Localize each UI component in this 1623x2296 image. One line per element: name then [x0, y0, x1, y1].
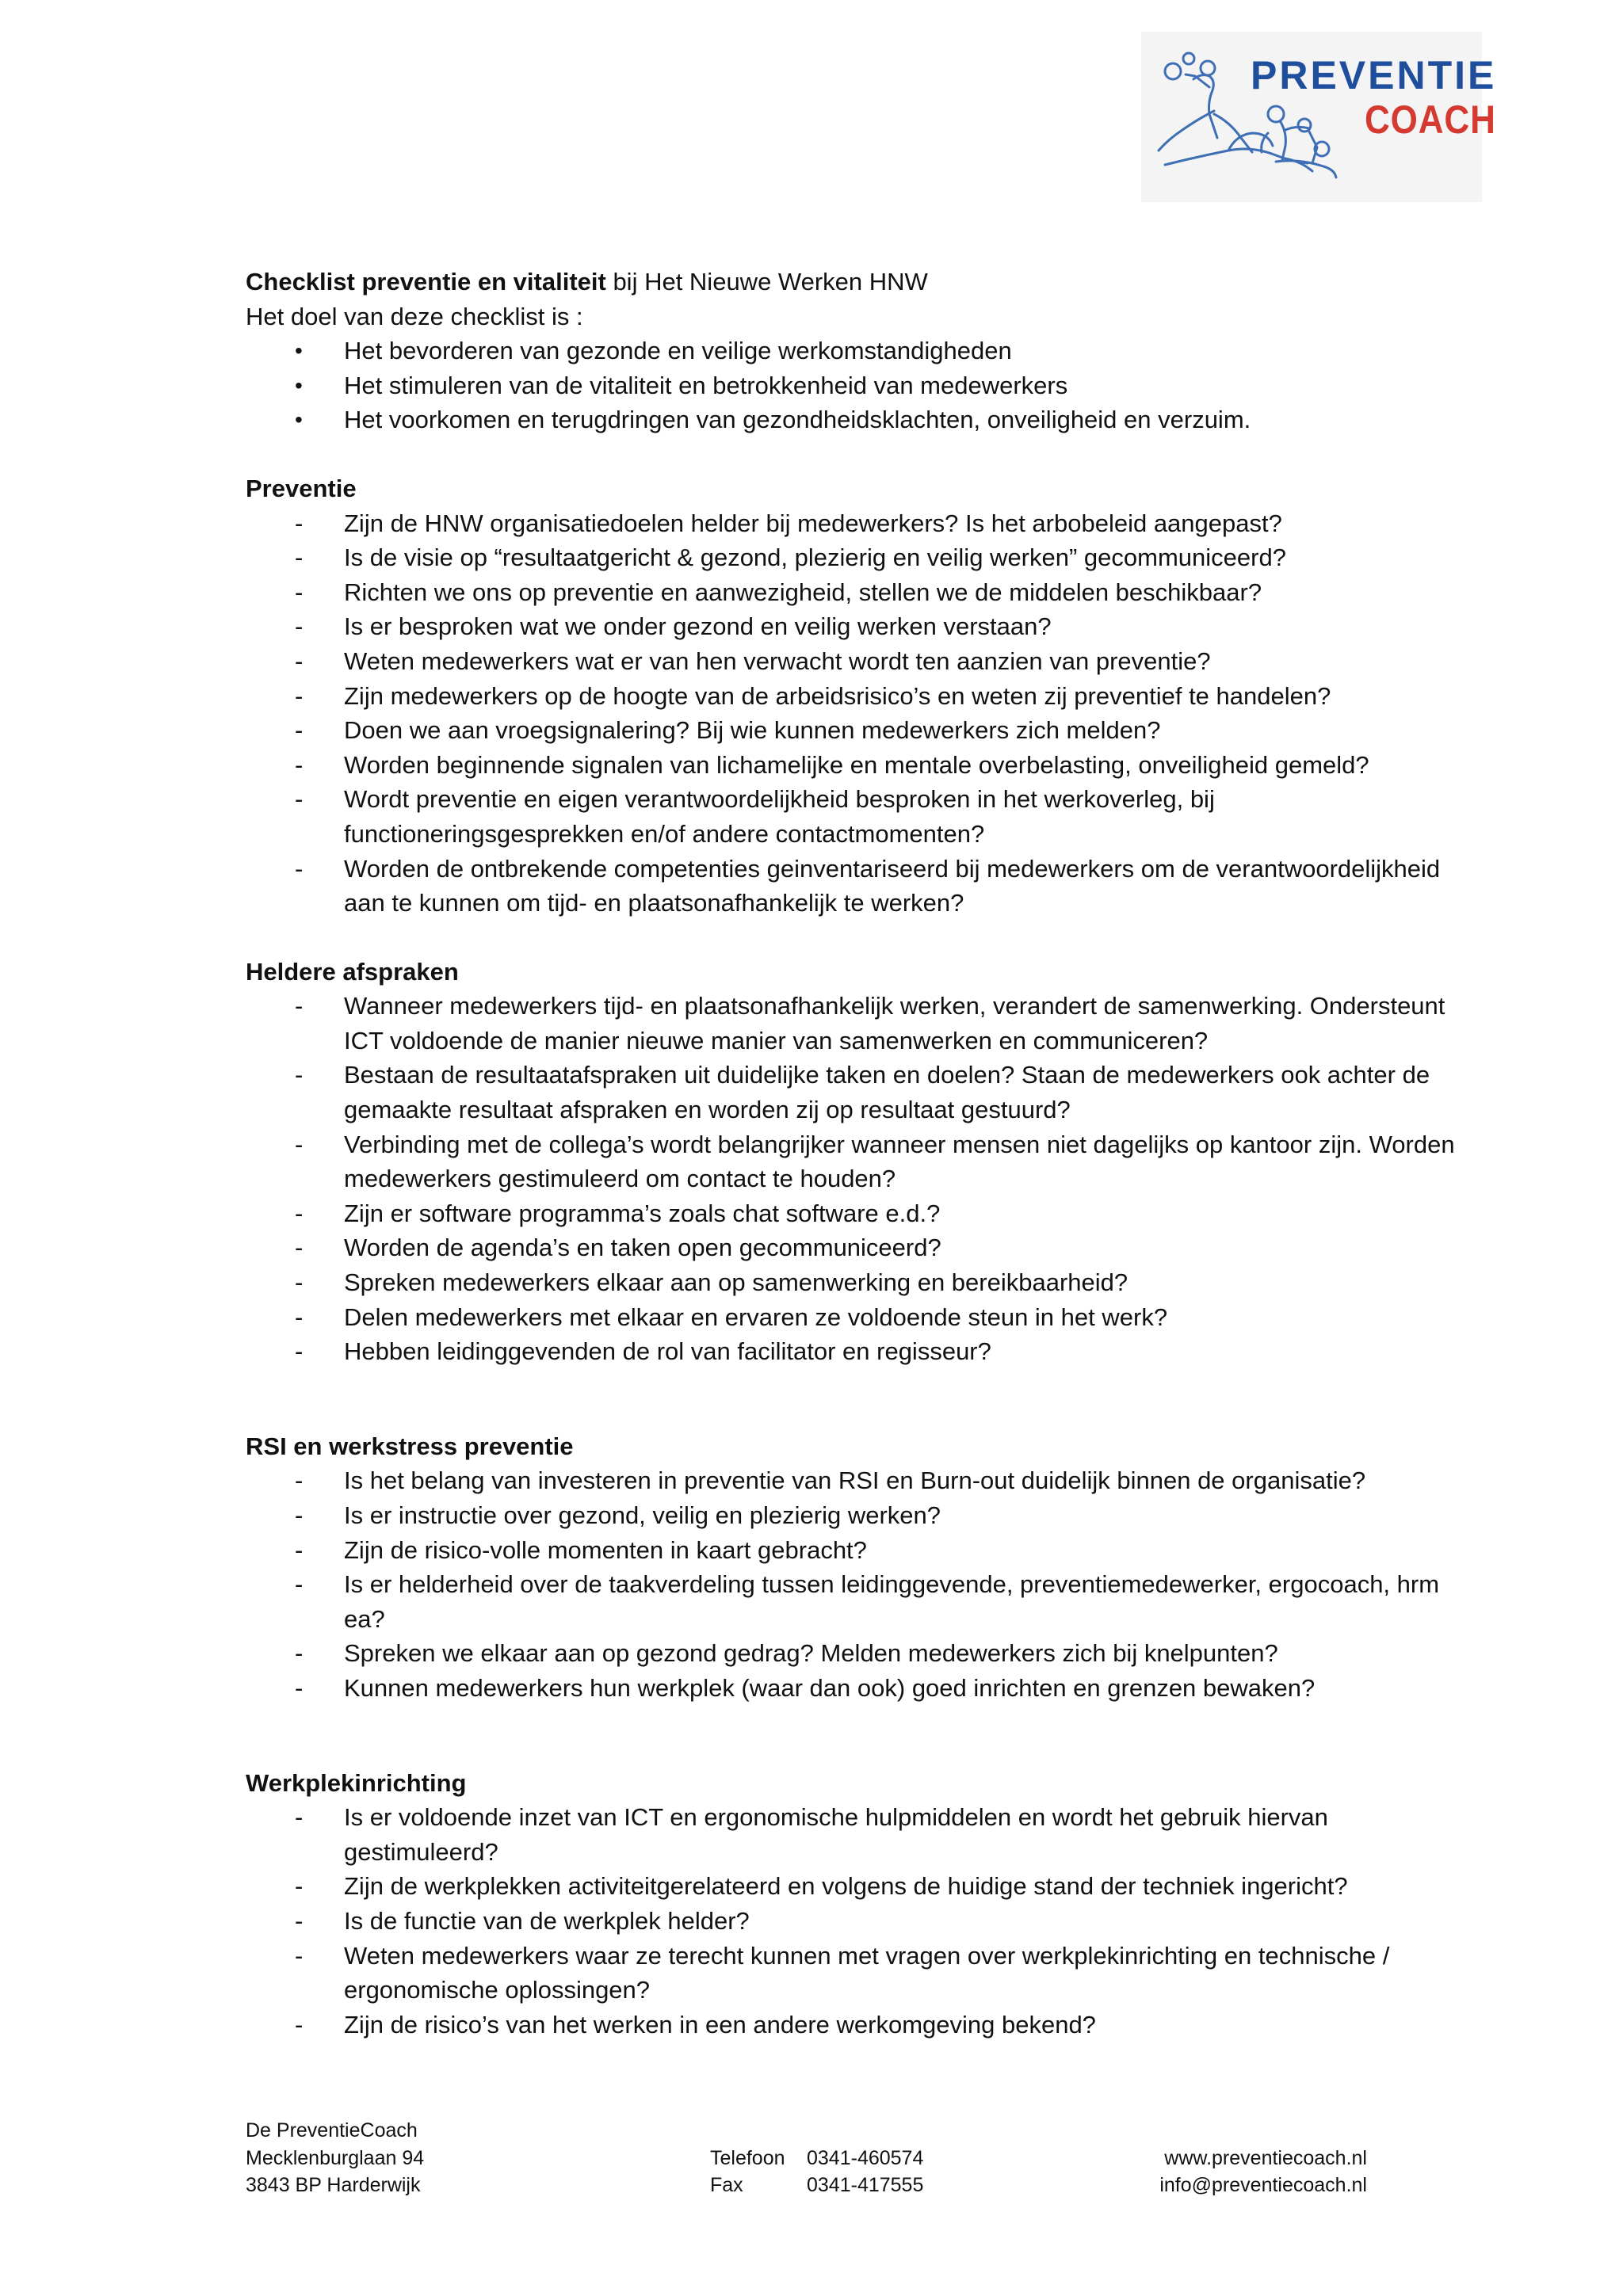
- list-item: [246, 1869, 1482, 1904]
- list-item: [246, 609, 1482, 644]
- list-item: [246, 989, 1482, 1058]
- dash-icon: -: [295, 992, 304, 1020]
- logo-word-coach: COACH: [1365, 97, 1496, 142]
- dash-icon: -: [295, 1941, 304, 1970]
- list-item: [246, 1800, 1482, 1869]
- list-item-text: Zijn er software programma’s zoals chat software e.d.?: [344, 1199, 941, 1227]
- list-item: [246, 748, 1482, 783]
- dash-icon: -: [295, 1673, 304, 1702]
- dash-icon: -: [295, 785, 304, 814]
- goal-bullet-list: [246, 334, 1482, 437]
- list-item-text: Spreken we elkaar aan op gezond gedrag? Melden medewerkers zich bij knelpunten?: [344, 1639, 1278, 1668]
- list-item-text: Het bevorderen van gezonde en veilige werkomstandigheden: [344, 337, 1012, 365]
- list-item-text: Het stimuleren van de vitaliteit en betrokkenheid van medewerkers: [344, 371, 1068, 399]
- company-logo: [1141, 32, 1497, 202]
- list-item-text: Verbinding met de collega’s wordt belangrijker wanneer mensen niet dagelijks op kantoor zijn. Worden medewerkers gestimuleerd om contact te houden?: [344, 1130, 1455, 1193]
- dash-icon: -: [295, 1803, 304, 1832]
- dash-icon: -: [295, 750, 304, 779]
- list-item-text: Wordt preventie en eigen verantwoordelijkheid besproken in het werkoverleg, bij functioneringsgesprekken en/of andere contactmomenten?: [344, 785, 1215, 848]
- dash-icon: -: [295, 1337, 304, 1366]
- dash-icon: -: [295, 543, 304, 572]
- list-item: [246, 1058, 1482, 1127]
- section-heading-werkplekinrichting: Werkplekinrichting: [246, 1768, 467, 1797]
- list-item-text: Bestaan de resultaatafspraken uit duidelijke taken en doelen? Staan de medewerkers ook achter de gemaakte resultaat afspraken en worden zij op resultaat gestuurd?: [344, 1061, 1430, 1124]
- list-item-text: Spreken medewerkers elkaar aan op samenwerking en bereikbaarheid?: [344, 1268, 1128, 1297]
- list-item-text: Weten medewerkers wat er van hen verwacht wordt ten aanzien van preventie?: [344, 646, 1211, 675]
- document-title-bold: Checklist preventie en vitaliteit: [246, 268, 606, 296]
- list-item: [246, 575, 1482, 610]
- document-title: [246, 265, 1482, 299]
- bullet-icon: •: [295, 372, 303, 398]
- dash-icon: -: [295, 1061, 304, 1089]
- bullet-icon: •: [295, 338, 303, 364]
- list-item: [246, 1196, 1482, 1231]
- list-item-text: Hebben leidinggevenden de rol van facilitator en regisseur?: [344, 1337, 991, 1366]
- list-item-text: Zijn medewerkers op de hoogte van de arbeidsrisico’s en weten zij preventief te handelen?: [344, 681, 1331, 710]
- dash-icon: -: [295, 1639, 304, 1668]
- list-item: [246, 782, 1482, 851]
- footer-fax-label: Fax: [710, 2174, 743, 2196]
- list-item: [246, 644, 1482, 679]
- dash-icon: -: [295, 2010, 304, 2039]
- list-item-text: Zijn de risico’s van het werken in een andere werkomgeving bekend?: [344, 2010, 1096, 2039]
- dash-icon: -: [295, 1535, 304, 1564]
- list-item-text: Wanneer medewerkers tijd- en plaatsonafhankelijk werken, verandert de samenwerking. Ondersteunt ICT voldoende de manier nieuwe manier van samenwerken en communiceren?: [344, 992, 1445, 1055]
- list-item-text: Zijn de risico-volle momenten in kaart gebracht?: [344, 1535, 867, 1564]
- footer-city: 3843 BP Harderwijk: [246, 2174, 421, 2196]
- checklist-rsi-werkstress: [246, 1463, 1482, 1705]
- list-item: [246, 1498, 1482, 1533]
- dash-icon: -: [295, 1302, 304, 1331]
- section-heading-rsi-werkstress: RSI en werkstress preventie: [246, 1432, 574, 1460]
- dash-icon: -: [295, 716, 304, 745]
- list-item: [246, 1636, 1482, 1671]
- list-item-text: Worden de agenda’s en taken open gecommuniceerd?: [344, 1234, 941, 1262]
- footer-address: [246, 2117, 424, 2199]
- dash-icon: -: [295, 854, 304, 883]
- list-item: [246, 1904, 1482, 1939]
- list-item-text: Doen we aan vroegsignalering? Bij wie kunnen medewerkers zich melden?: [344, 716, 1161, 745]
- list-item: [246, 1230, 1482, 1265]
- list-item-text: Is er besproken wat we onder gezond en veilig werken verstaan?: [344, 612, 1052, 641]
- list-item-text: Is er helderheid over de taakverdeling tussen leidinggevende, preventiemedewerker, ergocoach, hrm ea?: [344, 1570, 1440, 1633]
- checklist-preventie: [246, 506, 1482, 921]
- dash-icon: -: [295, 681, 304, 710]
- section-heading-heldere-afspraken: Heldere afspraken: [246, 957, 459, 986]
- list-item: [246, 852, 1482, 921]
- footer-phone-label: Telefoon: [710, 2146, 785, 2169]
- footer-fax: 0341-417555: [807, 2174, 924, 2196]
- list-item-text: Delen medewerkers met elkaar en ervaren ze voldoende steun in het werk?: [344, 1302, 1168, 1331]
- list-item: [246, 1671, 1482, 1706]
- list-item: [246, 1533, 1482, 1568]
- list-item: [246, 1567, 1482, 1636]
- checklist-werkplekinrichting: [246, 1800, 1482, 2042]
- list-item: [246, 334, 1482, 368]
- footer-email-link[interactable]: info@preventiecoach.nl: [1159, 2174, 1367, 2196]
- dash-icon: -: [295, 646, 304, 675]
- footer-fax-row: [710, 2172, 923, 2199]
- document-body: [246, 265, 1482, 2042]
- dash-icon: -: [295, 1872, 304, 1901]
- bullet-icon: •: [295, 407, 303, 433]
- list-item: [246, 1265, 1482, 1300]
- list-item: [246, 1939, 1482, 2008]
- spacer: [246, 1369, 1482, 1429]
- dash-icon: -: [295, 1234, 304, 1262]
- dash-icon: -: [295, 1466, 304, 1495]
- checklist-heldere-afspraken: [246, 989, 1482, 1369]
- list-item-text: Is er voldoende inzet van ICT en ergonomische hulpmiddelen en wordt het gebruik hiervan gestimuleerd?: [344, 1803, 1328, 1866]
- goal-line: Het doel van deze checklist is :: [246, 302, 583, 330]
- list-item: [246, 1463, 1482, 1498]
- footer-contact-numbers: [710, 2145, 923, 2199]
- footer-company: De PreventieCoach: [246, 2119, 418, 2142]
- list-item: [246, 2008, 1482, 2042]
- list-item: [246, 1334, 1482, 1369]
- list-item-text: Worden de ontbrekende competenties geinventariseerd bij medewerkers om de verantwoordelijkheid aan te kunnen om tijd- en plaatsonafhankelijk te werken?: [344, 854, 1441, 917]
- list-item-text: Zijn de werkplekken activiteitgerelateerd en volgens de huidige stand der techniek ingericht?: [344, 1872, 1348, 1901]
- logo-word-preventie: PREVENTIE: [1251, 53, 1497, 97]
- section-heading-preventie: Preventie: [246, 474, 357, 502]
- dash-icon: -: [295, 1906, 304, 1935]
- list-item: [246, 506, 1482, 541]
- list-item-text: Richten we ons op preventie en aanwezigheid, stellen we de middelen beschikbaar?: [344, 578, 1262, 606]
- list-item-text: Is de functie van de werkplek helder?: [344, 1906, 750, 1935]
- document-title-rest: bij Het Nieuwe Werken HNW: [605, 268, 928, 296]
- footer-street: Mecklenburglaan 94: [246, 2146, 425, 2169]
- dash-icon: -: [295, 578, 304, 606]
- list-item: [246, 679, 1482, 714]
- list-item-text: Is er instructie over gezond, veilig en plezierig werken?: [344, 1501, 941, 1529]
- list-item-text: Is de visie op “resultaatgericht & gezond, plezierig en veilig werken” gecommuniceerd?: [344, 543, 1286, 572]
- spacer: [246, 921, 1482, 955]
- list-item: [246, 1127, 1482, 1196]
- list-item-text: Het voorkomen en terugdringen van gezondheidsklachten, onveiligheid en verzuim.: [344, 406, 1251, 434]
- list-item: [246, 368, 1482, 403]
- footer-phone-row: [710, 2145, 923, 2172]
- dash-icon: -: [295, 1501, 304, 1529]
- list-item-text: Is het belang van investeren in preventie van RSI en Burn-out duidelijk binnen de organisatie?: [344, 1466, 1366, 1495]
- dash-icon: -: [295, 1130, 304, 1158]
- footer-phone[interactable]: 0341-460574: [807, 2146, 924, 2169]
- list-item: [246, 713, 1482, 748]
- list-item-text: Weten medewerkers waar ze terecht kunnen met vragen over werkplekinrichting en technische / ergonomische oplossingen?: [344, 1941, 1390, 2004]
- spacer: [246, 437, 1482, 471]
- dash-icon: -: [295, 612, 304, 641]
- list-item: [246, 402, 1482, 437]
- dash-icon: -: [295, 1268, 304, 1297]
- footer-online: [1082, 2145, 1367, 2199]
- spacer: [246, 1706, 1482, 1766]
- list-item-text: Zijn de HNW organisatiedoelen helder bij medewerkers? Is het arbobeleid aangepast?: [344, 509, 1282, 537]
- list-item-text: Kunnen medewerkers hun werkplek (waar dan ook) goed inrichten en grenzen bewaken?: [344, 1673, 1316, 1702]
- footer-website-link[interactable]: www.preventiecoach.nl: [1164, 2146, 1367, 2169]
- dash-icon: -: [295, 1199, 304, 1227]
- list-item: [246, 540, 1482, 575]
- list-item-text: Worden beginnende signalen van lichamelijke en mentale overbelasting, onveiligheid gemeld?: [344, 750, 1369, 779]
- dash-icon: -: [295, 1570, 304, 1599]
- dash-icon: -: [295, 509, 304, 537]
- list-item: [246, 1300, 1482, 1335]
